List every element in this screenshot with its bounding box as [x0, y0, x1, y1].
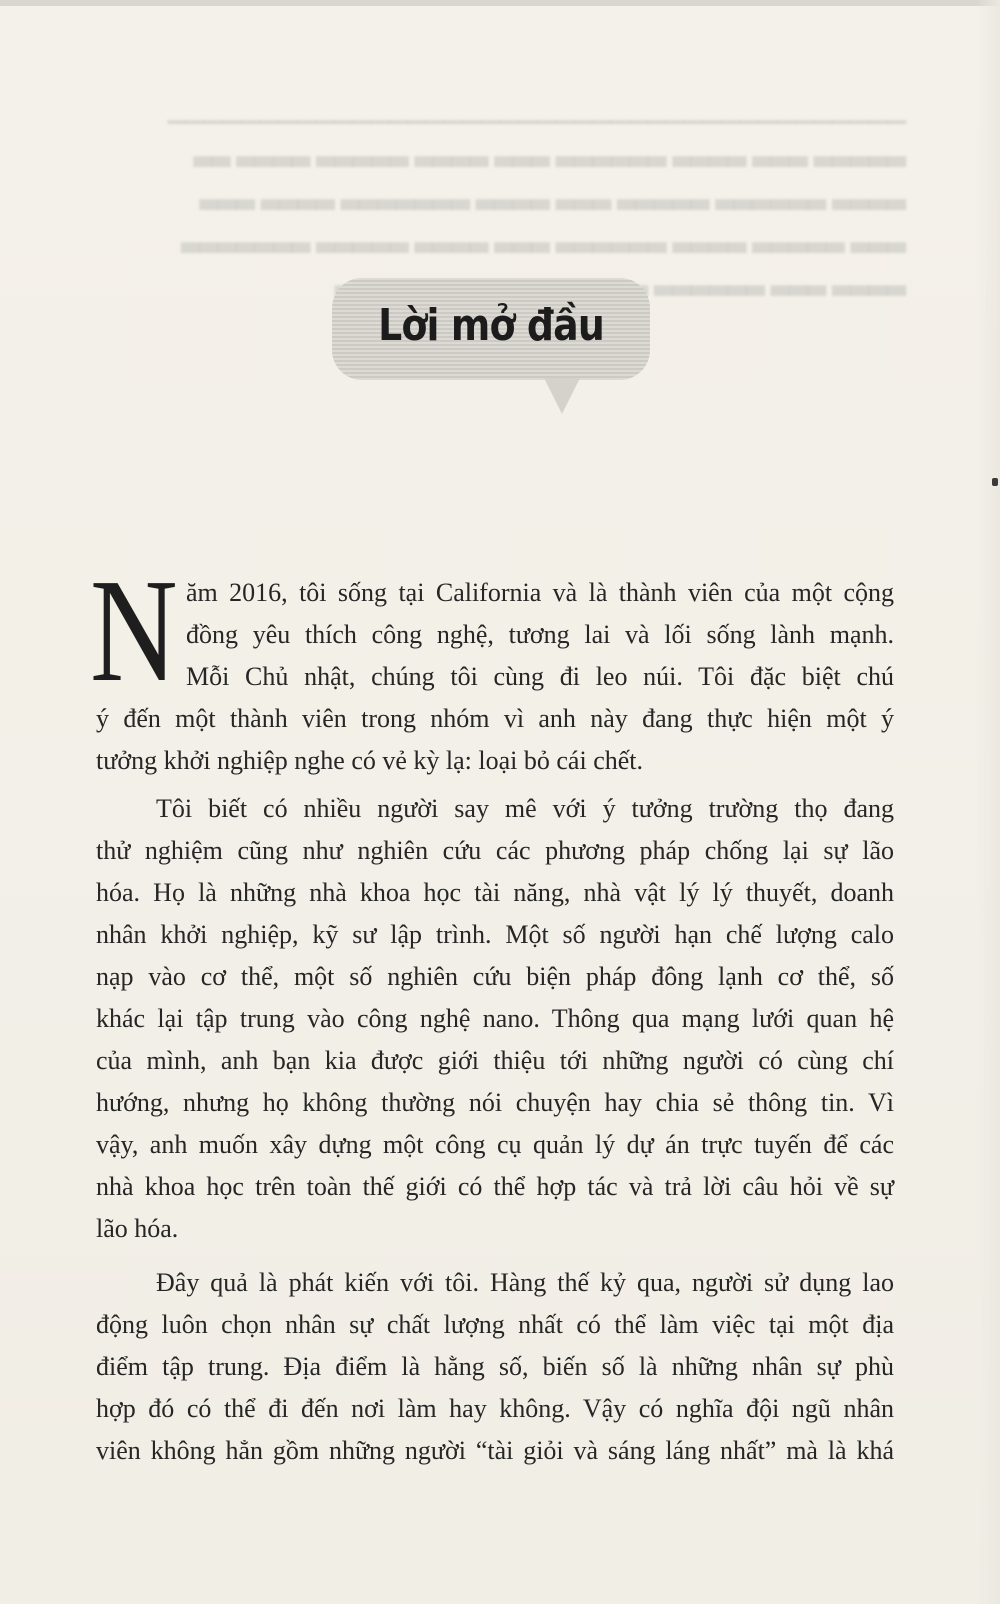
- text-line: ăm 2016, tôi sống tại California và là thành viên của một cộng: [186, 578, 894, 607]
- text-line: hợp đó có thể đi đến nơi làm hay không. Vậy có nghĩa đội ngũ nhân: [96, 1394, 894, 1423]
- text-line: đồng yêu thích công nghệ, tương lai và lối sống lành mạnh.: [186, 620, 894, 649]
- paragraph-1-rest: [96, 698, 894, 782]
- text-line: vậy, anh muốn xây dựng một công cụ quản lý dự án trực tuyến để các: [96, 1130, 894, 1159]
- page-right-edge: [976, 0, 1000, 1604]
- text-line: điểm tập trung. Địa điểm là hằng số, biến số là những nhân sự phù: [96, 1352, 894, 1381]
- text-line: tưởng khởi nghiệp nghe có vẻ kỳ lạ: loại bỏ cái chết.: [96, 746, 644, 775]
- text-line: lão hóa.: [96, 1214, 179, 1243]
- heading-badge-tail: [544, 378, 580, 414]
- text-line: Tôi biết có nhiều người say mê với ý tưởng trường thọ đang: [156, 794, 894, 823]
- paragraph-3: [96, 1262, 894, 1472]
- text-line: khác lại tập trung vào công nghệ nano. Thông qua mạng lưới quan hệ: [96, 1004, 894, 1033]
- text-line: Đây quả là phát kiến với tôi. Hàng thế kỷ qua, người sử dụng lao: [156, 1268, 894, 1297]
- paragraph-2: [96, 788, 894, 1250]
- text-line: ý đến một thành viên trong nhóm vì anh này đang thực hiện một ý: [96, 704, 894, 733]
- text-line: hướng, nhưng họ không thường nói chuyện hay chia sẻ thông tin. Vì: [96, 1088, 894, 1117]
- text-line: nhân khởi nghiệp, kỹ sư lập trình. Một số người hạn chế lượng calo: [96, 920, 894, 949]
- chapter-heading: Lời mở đầu: [378, 300, 604, 351]
- page-top-edge: [0, 0, 1000, 6]
- paragraph-1-indented: [186, 572, 894, 698]
- text-line: của mình, anh bạn kia được giới thiệu tới những người có cùng chí: [96, 1046, 894, 1075]
- bleed-through-texture: ▁▁▁▁▁▁▁▁▁▁▁▁▁▁▁▁▁▁▁▁▁▁▁▁▁▁▁▁▁▁▁▁▁▁▁▁▁▁▁▁ ▃▃▃▃▃ ▃▃▃ ▃▃▃▃ ▃▃▃▃▃▃ ▃▃▃ ▃▃▃▃ ▃▃▃▃▃ ▃▃▃▃ ▃▃ ▃▃▃▃ ▃▃▃▃▃▃ ▃▃▃▃▃ ▃▃▃ ▃▃▃▃ ▃▃▃▃▃▃▃ ▃▃▃▃ ▃▃▃ ▃▃▃ ▃▃▃▃▃ ▃▃▃▃ ▃▃▃▃▃▃ ▃▃▃ ▃▃▃▃ ▃▃▃▃▃ ▃▃▃▃▃▃▃ ▃▃▃▃ ▃▃▃ ▃▃▃▃▃▃: [167, 98, 906, 296]
- text-line: nhà khoa học trên toàn thế giới có thể hợp tác và trả lời câu hỏi về sự: [96, 1172, 894, 1201]
- text-line: hóa. Họ là những nhà khoa học tài năng, nhà vật lý lý thuyết, doanh: [96, 878, 894, 907]
- drop-cap: N: [90, 549, 175, 713]
- text-line: nạp vào cơ thể, một số nghiên cứu biện pháp đông lạnh cơ thể, số: [96, 962, 894, 991]
- text-line: thử nghiệm cũng như nghiên cứu các phương pháp chống lại sự lão: [96, 836, 894, 865]
- text-line: viên không hẳn gồm những người “tài giỏi và sáng láng nhất” mà là khá: [96, 1436, 894, 1465]
- text-line: động luôn chọn nhân sự chất lượng nhất có thể làm việc tại một địa: [96, 1310, 894, 1339]
- text-line: Mỗi Chủ nhật, chúng tôi cùng đi leo núi. Tôi đặc biệt chú: [186, 662, 894, 691]
- page-edge-mark: [992, 478, 998, 486]
